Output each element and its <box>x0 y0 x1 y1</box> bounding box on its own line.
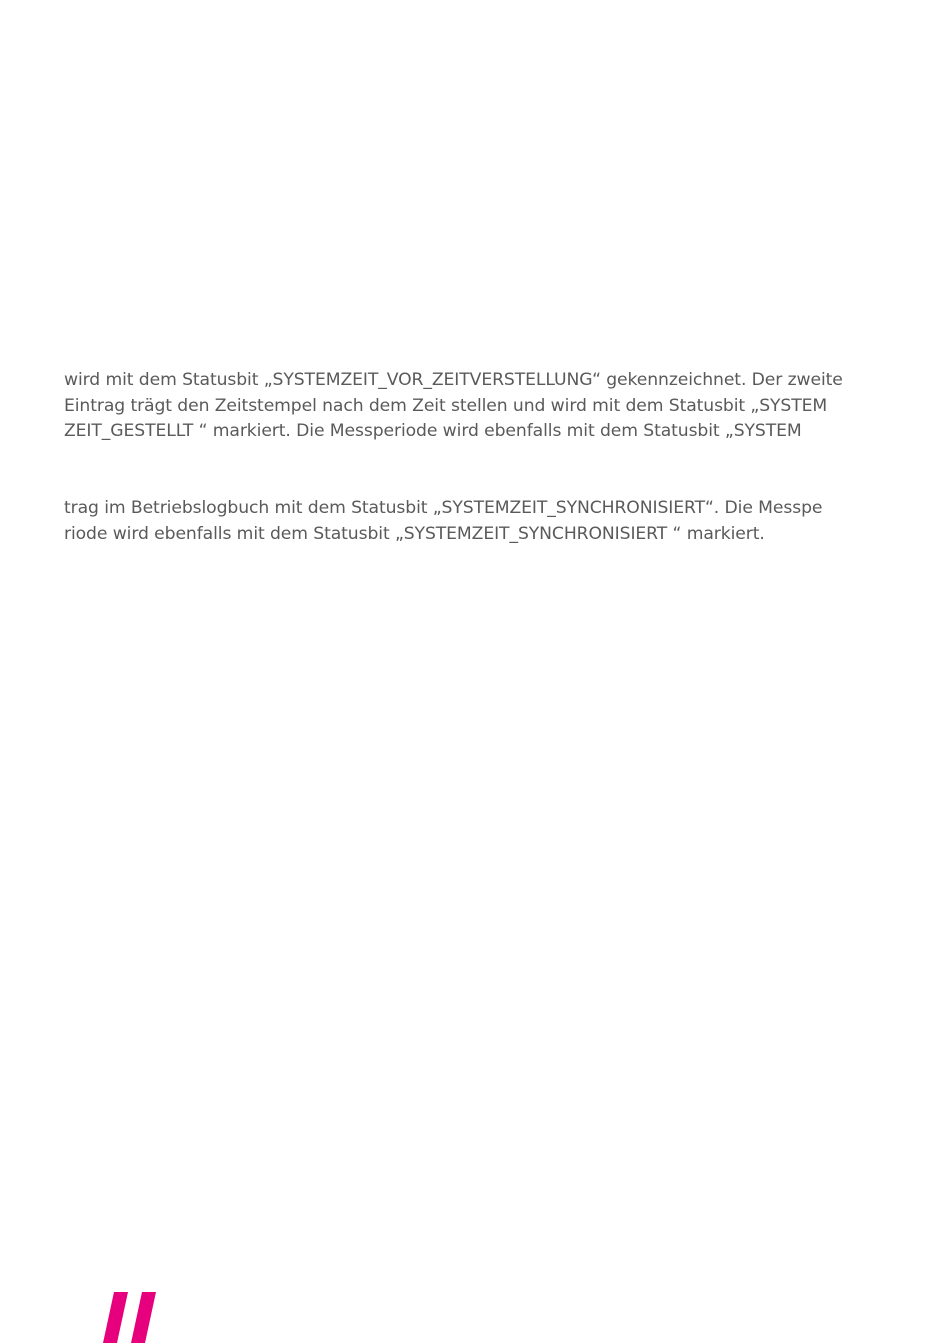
paragraph-line: riode wird ebenfalls mit dem Statusbit „SYSTEMZEIT_SYNCHRONISIERT “ markiert. <box>64 523 765 544</box>
slash-stroke-right <box>131 1292 156 1343</box>
paragraph-line: wird mit dem Statusbit „SYSTEMZEIT_VOR_ZEITVERSTELLUNG“ gekennzeichnet. Der zweite <box>64 370 843 390</box>
double-slash-logo-icon <box>102 1292 158 1343</box>
slash-stroke-left <box>103 1292 128 1343</box>
paragraph-line: trag im Betriebslogbuch mit dem Statusbit „SYSTEMZEIT_SYNCHRONISIERT“. Die Messpe <box>64 498 823 518</box>
body-paragraph <box>64 368 904 445</box>
paragraph-line: ZEIT_GESTELLT “ markiert. Die Messperiode wird ebenfalls mit dem Statusbit „SYSTEM <box>64 421 802 441</box>
paragraph-line: Eintrag trägt den Zeitstempel nach dem Zeit stellen und wird mit dem Statusbit „SYSTEM <box>64 395 828 416</box>
body-paragraph <box>64 496 904 547</box>
